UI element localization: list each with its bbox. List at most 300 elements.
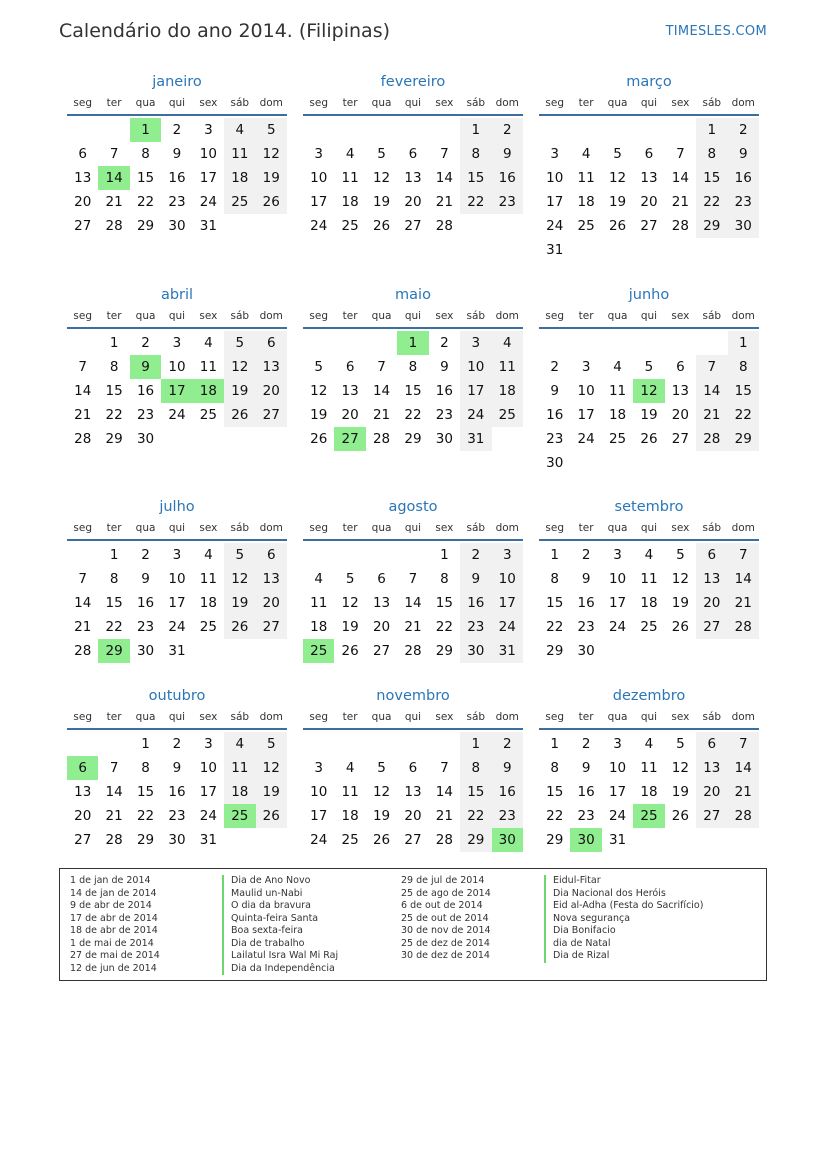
holiday-day-cell: 17: [161, 379, 192, 403]
day-cell: 18: [341, 808, 359, 824]
weekday-label: dom: [731, 97, 755, 109]
day-cell: 2: [581, 547, 591, 563]
day-cell: 7: [78, 571, 87, 587]
weekday-label: dom: [259, 711, 283, 723]
day-cell: 27: [671, 431, 689, 447]
day-cell: 21: [696, 403, 727, 427]
weekday-header: [539, 305, 759, 327]
day-cell: 8: [696, 142, 727, 166]
day-cell: 16: [492, 166, 523, 190]
day-cell: 25: [199, 619, 217, 635]
weekday-label: seg: [545, 310, 565, 322]
empty-cell: [303, 118, 334, 142]
day-cell: 15: [136, 170, 155, 186]
day-cell: 25: [608, 431, 627, 447]
day-cell: 19: [608, 194, 627, 210]
day-cell: 8: [408, 359, 418, 375]
day-cell: 21: [74, 407, 92, 423]
day-cell: 15: [404, 383, 422, 399]
weekday-label: qui: [168, 310, 186, 322]
day-cell: 27: [696, 804, 727, 828]
day-cell: 18: [310, 619, 328, 635]
day-cell: 15: [728, 379, 759, 403]
day-cell: 16: [577, 784, 595, 800]
day-cell: 3: [581, 359, 591, 375]
day-cell: 29: [546, 832, 564, 848]
day-cell: 21: [435, 194, 453, 210]
day-cell: 2: [581, 736, 591, 752]
holiday-day-cell: 18: [193, 379, 224, 403]
day-cell: 6: [377, 571, 386, 587]
day-cell: 13: [404, 784, 422, 800]
day-cell: 22: [136, 194, 155, 210]
weekday-label: qui: [404, 711, 422, 723]
month-name: dezembro: [612, 688, 686, 704]
day-cell: 13: [341, 383, 359, 399]
day-cell: 12: [341, 595, 359, 611]
day-cell: 2: [460, 543, 491, 567]
weekday-header: [539, 92, 759, 114]
day-cell: 11: [341, 170, 359, 186]
day-cell: 15: [460, 166, 491, 190]
day-cell: 15: [105, 595, 123, 611]
empty-cell: [633, 118, 664, 142]
day-cell: 9: [440, 359, 449, 375]
weekday-label: qui: [404, 522, 422, 534]
day-cell: 12: [256, 756, 287, 780]
day-cell: 17: [199, 170, 217, 186]
day-cell: 19: [372, 194, 391, 210]
day-cell: 8: [728, 355, 759, 379]
holiday-name: Eid al-Adha (Festa do Sacrifício): [544, 900, 703, 913]
day-cell: 4: [224, 732, 255, 756]
day-cell: 12: [671, 760, 689, 776]
day-cell: 26: [372, 832, 391, 848]
day-cell: 9: [172, 760, 182, 776]
weekday-label: dom: [495, 97, 519, 109]
weekday-label: sex: [435, 522, 454, 534]
day-cell: 5: [676, 547, 685, 563]
empty-cell: [334, 331, 365, 355]
day-cell: 15: [546, 784, 564, 800]
day-cell: 6: [345, 359, 355, 375]
day-cell: 3: [492, 543, 523, 567]
day-cell: 20: [74, 808, 92, 824]
month-block: [539, 497, 759, 663]
empty-cell: [602, 118, 633, 142]
day-cell: 12: [224, 355, 255, 379]
day-cell: 14: [105, 784, 123, 800]
weekday-label: sex: [671, 522, 690, 534]
day-cell: 4: [613, 359, 622, 375]
empty-cell: [539, 331, 570, 355]
weekday-label: ter: [106, 310, 122, 322]
month-name: janeiro: [152, 74, 202, 90]
day-cell: 12: [256, 142, 287, 166]
day-cell: 17: [577, 407, 595, 423]
day-cell: 23: [168, 194, 186, 210]
weekday-label: sex: [671, 711, 690, 723]
day-cell: 8: [109, 571, 119, 587]
weekday-label: seg: [545, 522, 565, 534]
page-title: Calendário do ano 2014. (Filipinas): [59, 20, 391, 42]
day-cell: 25: [199, 407, 217, 423]
day-cell: 9: [172, 146, 182, 162]
weekday-label: ter: [106, 522, 122, 534]
day-cell: 14: [728, 567, 759, 591]
weekday-label: qua: [135, 522, 156, 534]
day-cell: 4: [644, 547, 654, 563]
weekday-label: sex: [435, 97, 454, 109]
empty-cell: [570, 118, 601, 142]
weekday-label: ter: [342, 310, 358, 322]
day-cell: 20: [696, 780, 727, 804]
day-cell: 18: [492, 379, 523, 403]
day-cell: 9: [141, 571, 150, 587]
day-cell: 10: [199, 760, 217, 776]
day-cell: 4: [345, 146, 355, 162]
weekday-label: sáb: [466, 97, 486, 109]
day-cell: 27: [372, 643, 391, 659]
day-cell: 16: [168, 170, 186, 186]
day-cell: 1: [696, 118, 727, 142]
holiday-day-cell: 27: [334, 427, 365, 451]
day-cell: 28: [372, 431, 391, 447]
day-cell: 23: [546, 431, 564, 447]
day-cell: 14: [671, 170, 689, 186]
day-cell: 23: [492, 804, 523, 828]
day-cell: 24: [168, 407, 186, 423]
day-cell: 19: [640, 407, 658, 423]
day-cell: 8: [550, 760, 559, 776]
holiday-date: 18 de abr de 2014: [70, 925, 158, 936]
day-cell: 6: [408, 146, 418, 162]
holiday-name: Dia Nacional dos Heróis: [544, 888, 703, 901]
day-cell: 24: [546, 218, 564, 234]
day-cell: 20: [256, 379, 287, 403]
month-name: outubro: [148, 688, 206, 704]
day-cell: 2: [172, 122, 182, 138]
holiday-name: Dia Bonifacio: [544, 925, 703, 938]
empty-cell: [539, 118, 570, 142]
weekday-label: seg: [309, 522, 329, 534]
weekday-label: dom: [259, 310, 283, 322]
weekday-label: qui: [404, 97, 422, 109]
day-cell: 17: [492, 591, 523, 615]
day-cell: 27: [256, 615, 287, 639]
weekday-label: qui: [640, 522, 658, 534]
weekday-label: qui: [404, 310, 422, 322]
day-cell: 5: [377, 146, 386, 162]
day-cell: 21: [404, 619, 422, 635]
weekday-label: qua: [135, 97, 156, 109]
day-cell: 3: [172, 335, 182, 351]
day-cell: 29: [404, 431, 422, 447]
day-cell: 15: [435, 595, 453, 611]
day-cell: 26: [372, 218, 391, 234]
empty-cell: [366, 118, 397, 142]
day-cell: 21: [105, 194, 123, 210]
day-cell: 2: [492, 118, 523, 142]
day-cell: 5: [224, 331, 255, 355]
day-cell: 22: [728, 403, 759, 427]
holiday-date: 6 de out de 2014: [401, 900, 483, 911]
day-cell: 16: [136, 595, 155, 611]
day-cell: 11: [199, 571, 217, 587]
holiday-day-cell: 1: [130, 118, 161, 142]
empty-cell: [334, 732, 365, 756]
day-cell: 22: [460, 190, 491, 214]
empty-cell: [303, 331, 334, 355]
day-cell: 7: [676, 146, 685, 162]
day-cell: 19: [224, 379, 255, 403]
day-cell: 13: [640, 170, 658, 186]
day-cell: 11: [577, 170, 595, 186]
month-name: setembro: [614, 499, 684, 515]
day-cell: 26: [224, 615, 255, 639]
day-cell: 28: [105, 218, 123, 234]
day-cell: 9: [460, 567, 491, 591]
empty-cell: [665, 118, 696, 142]
weekday-header: [303, 92, 523, 114]
holiday-day-cell: 12: [633, 379, 664, 403]
day-cell: 5: [676, 736, 685, 752]
weekday-label: sáb: [466, 310, 486, 322]
empty-cell: [303, 732, 334, 756]
day-cell: 29: [460, 828, 491, 852]
holiday-name: Dia da Independência: [222, 963, 338, 976]
day-cell: 9: [550, 383, 559, 399]
weekday-label: sáb: [230, 711, 250, 723]
day-cell: 25: [577, 218, 595, 234]
day-cell: 11: [608, 383, 627, 399]
day-cell: 5: [345, 571, 355, 587]
day-cell: 31: [492, 639, 523, 663]
day-cell: 30: [136, 643, 155, 659]
day-cell: 10: [577, 383, 595, 399]
holiday-names-col-1: [222, 875, 338, 975]
day-cell: 3: [314, 146, 323, 162]
day-cell: 9: [492, 142, 523, 166]
day-cell: 3: [204, 122, 213, 138]
day-cell: 20: [671, 407, 689, 423]
month-block: [539, 285, 759, 475]
weekday-label: qui: [168, 97, 186, 109]
day-cell: 22: [696, 190, 727, 214]
empty-cell: [334, 118, 365, 142]
day-cell: 17: [460, 379, 491, 403]
month-block: [67, 686, 287, 852]
holiday-day-cell: 29: [98, 639, 129, 663]
day-cell: 26: [671, 619, 689, 635]
day-cell: 10: [199, 146, 217, 162]
day-cell: 21: [435, 808, 453, 824]
day-cell: 30: [168, 218, 186, 234]
day-cell: 13: [404, 170, 422, 186]
weekday-label: qui: [640, 711, 658, 723]
weekday-label: seg: [545, 711, 565, 723]
day-cell: 22: [546, 808, 564, 824]
month-name: novembro: [376, 688, 450, 704]
day-cell: 24: [310, 218, 328, 234]
day-cell: 28: [728, 804, 759, 828]
day-cell: 19: [671, 595, 689, 611]
day-cell: 18: [640, 784, 658, 800]
day-cell: 8: [440, 571, 449, 587]
empty-cell: [366, 331, 397, 355]
month-block: [67, 497, 287, 663]
weekday-label: ter: [342, 522, 358, 534]
weekday-label: ter: [578, 310, 594, 322]
day-cell: 11: [341, 784, 359, 800]
brand-link[interactable]: TIMESLES.COM: [665, 24, 767, 39]
day-cell: 20: [74, 194, 92, 210]
empty-cell: [397, 543, 428, 567]
day-cell: 17: [546, 194, 564, 210]
day-cell: 21: [728, 591, 759, 615]
day-cell: 3: [460, 331, 491, 355]
day-cell: 17: [310, 808, 328, 824]
day-cell: 8: [109, 359, 119, 375]
day-cell: 25: [224, 190, 255, 214]
day-cell: 3: [172, 547, 182, 563]
day-cell: 3: [314, 760, 323, 776]
day-cell: 7: [728, 543, 759, 567]
day-cell: 26: [608, 218, 627, 234]
weekday-label: sex: [199, 97, 218, 109]
day-cell: 18: [341, 194, 359, 210]
weekday-label: sáb: [702, 310, 722, 322]
month-block: [67, 72, 287, 238]
weekday-label: sáb: [230, 522, 250, 534]
day-cell: 2: [440, 335, 449, 351]
day-cell: 29: [136, 832, 155, 848]
weekday-label: dom: [731, 522, 755, 534]
holiday-name: Boa sexta-feira: [222, 925, 338, 938]
day-cell: 15: [105, 383, 123, 399]
weekday-label: seg: [309, 711, 329, 723]
day-cell: 17: [310, 194, 328, 210]
holiday-date: 25 de ago de 2014: [401, 887, 491, 899]
day-cell: 31: [168, 643, 186, 659]
empty-cell: [665, 331, 696, 355]
day-cell: 25: [492, 403, 523, 427]
day-cell: 16: [460, 591, 491, 615]
holiday-day-cell: 25: [633, 804, 664, 828]
weekday-label: qua: [607, 310, 628, 322]
weekday-label: qua: [607, 97, 628, 109]
day-cell: 6: [78, 146, 87, 162]
day-cell: 5: [377, 760, 386, 776]
day-cell: 19: [310, 407, 328, 423]
empty-cell: [633, 331, 664, 355]
weekday-label: qui: [640, 97, 658, 109]
day-cell: 8: [550, 571, 559, 587]
day-cell: 2: [141, 335, 150, 351]
day-cell: 17: [608, 784, 627, 800]
weekday-label: ter: [106, 97, 122, 109]
holiday-name: Eidul-Fitar: [544, 875, 703, 888]
day-cell: 23: [577, 619, 595, 635]
day-cell: 10: [608, 571, 627, 587]
weekday-label: dom: [495, 711, 519, 723]
day-cell: 6: [644, 146, 654, 162]
day-cell: 2: [728, 118, 759, 142]
day-grid: [539, 730, 759, 852]
day-cell: 12: [224, 567, 255, 591]
day-cell: 24: [460, 403, 491, 427]
day-cell: 30: [435, 431, 453, 447]
holiday-name: Nova segurança: [544, 913, 703, 926]
day-cell: 28: [74, 643, 92, 659]
day-cell: 7: [408, 571, 418, 587]
holiday-date: 9 de abr de 2014: [70, 900, 152, 911]
month-name: abril: [160, 287, 194, 303]
month-name: maio: [395, 287, 431, 303]
day-cell: 23: [136, 407, 155, 423]
holiday-date: 14 de jan de 2014: [70, 887, 157, 899]
day-grid: [539, 541, 759, 663]
holiday-name: Quinta-feira Santa: [222, 913, 338, 926]
day-cell: 13: [256, 567, 287, 591]
day-cell: 15: [136, 784, 155, 800]
day-cell: 24: [168, 619, 186, 635]
day-cell: 29: [136, 218, 155, 234]
empty-cell: [570, 331, 601, 355]
day-cell: 5: [256, 118, 287, 142]
day-cell: 11: [640, 571, 658, 587]
day-cell: 27: [404, 218, 422, 234]
weekday-header: [539, 517, 759, 539]
day-grid: [539, 329, 759, 475]
holiday-date: 17 de abr de 2014: [70, 912, 158, 924]
day-cell: 16: [492, 780, 523, 804]
day-cell: 1: [109, 547, 119, 563]
day-cell: 18: [224, 166, 255, 190]
weekday-label: qua: [371, 97, 392, 109]
day-cell: 11: [224, 142, 255, 166]
empty-cell: [366, 543, 397, 567]
month-block: [67, 285, 287, 451]
empty-cell: [429, 732, 460, 756]
day-cell: 28: [404, 643, 422, 659]
weekday-header: [67, 305, 287, 327]
weekday-label: seg: [73, 97, 93, 109]
holiday-date: 27 de mai de 2014: [70, 950, 160, 961]
day-cell: 6: [256, 331, 287, 355]
holiday-name: Dia de trabalho: [222, 938, 338, 951]
day-cell: 25: [640, 619, 658, 635]
day-grid: [303, 730, 523, 852]
day-grid: [303, 541, 523, 663]
weekday-label: qui: [640, 310, 658, 322]
holiday-names-col-2: [544, 875, 703, 963]
day-cell: 13: [372, 595, 391, 611]
day-cell: 24: [608, 808, 627, 824]
day-cell: 9: [581, 760, 591, 776]
holiday-day-cell: 14: [98, 166, 129, 190]
day-cell: 28: [696, 427, 727, 451]
day-grid: [539, 116, 759, 262]
day-cell: 28: [435, 218, 453, 234]
holiday-name: Lailatul Isra Wal Mi Raj: [222, 950, 338, 963]
day-cell: 3: [204, 736, 213, 752]
holiday-list: [59, 868, 767, 981]
day-cell: 22: [105, 407, 123, 423]
day-cell: 16: [435, 383, 453, 399]
day-cell: 10: [608, 760, 627, 776]
day-cell: 19: [256, 166, 287, 190]
